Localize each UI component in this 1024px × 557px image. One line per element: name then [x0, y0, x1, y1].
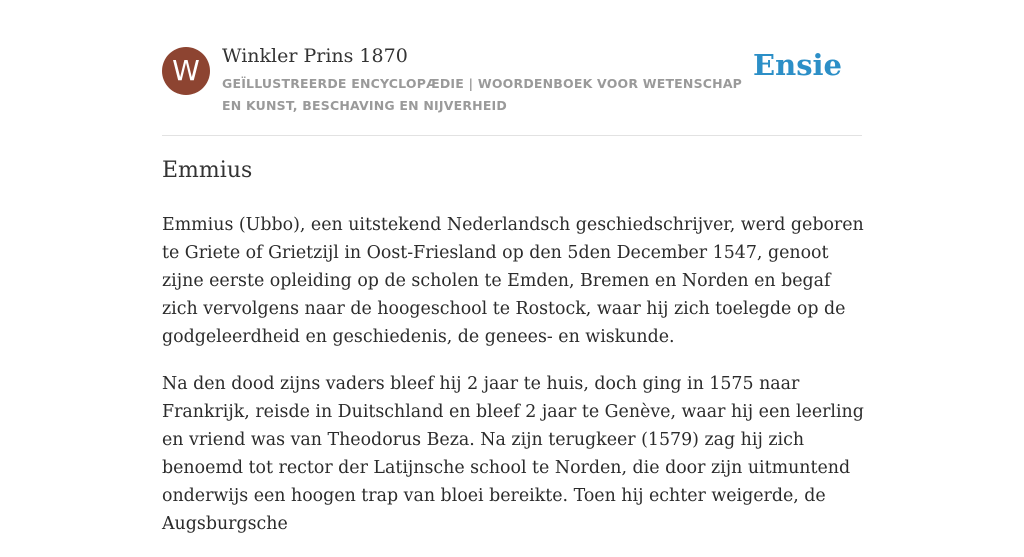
source-header [162, 40, 862, 136]
source-title[interactable]: Winkler Prins 1870 [222, 45, 408, 67]
article-paragraph: Emmius (Ubbo), een uitstekend Nederlandsch geschiedschrijver, werd geboren te Griete of Grietzijl in Oost-Friesland op den 5den December 1547, genoot zijne eerste opleiding op de scholen te Emden, Bremen en Norden en begaf zich vervolgens naar de hoogeschool te Rostock, waar hij zich toelegde op de godgeleerdheid en geschiedenis, de genees- en wiskunde. [162, 215, 864, 347]
header-divider [162, 135, 862, 136]
article-title: Emmius [162, 158, 253, 183]
ensie-logo[interactable]: Ensie [753, 48, 842, 82]
article-body [162, 211, 866, 557]
source-subtitle: GEÏLLUSTREERDE ENCYCLOPÆDIE | WOORDENBOEK VOOR WETENSCHAP EN KUNST, BESCHAVING EN NIJVERHEID [222, 76, 743, 113]
source-avatar[interactable]: W [162, 47, 210, 95]
article-paragraph: Na den dood zijns vaders bleef hij 2 jaar te huis, doch ging in 1575 naar Frankrijk, reisde in Duitschland en bleef 2 jaar te Genève, waar hij een leerling en vriend was van Theodorus Beza. Na zijn terugkeer (1579) zag hij zich benoemd tot rector der Latijnsche school te Norden, die door zijn uitmuntend onderwijs een hoogen trap van bloei bereikte. Toen hij echter weigerde, de Augsburgsche [162, 374, 864, 534]
